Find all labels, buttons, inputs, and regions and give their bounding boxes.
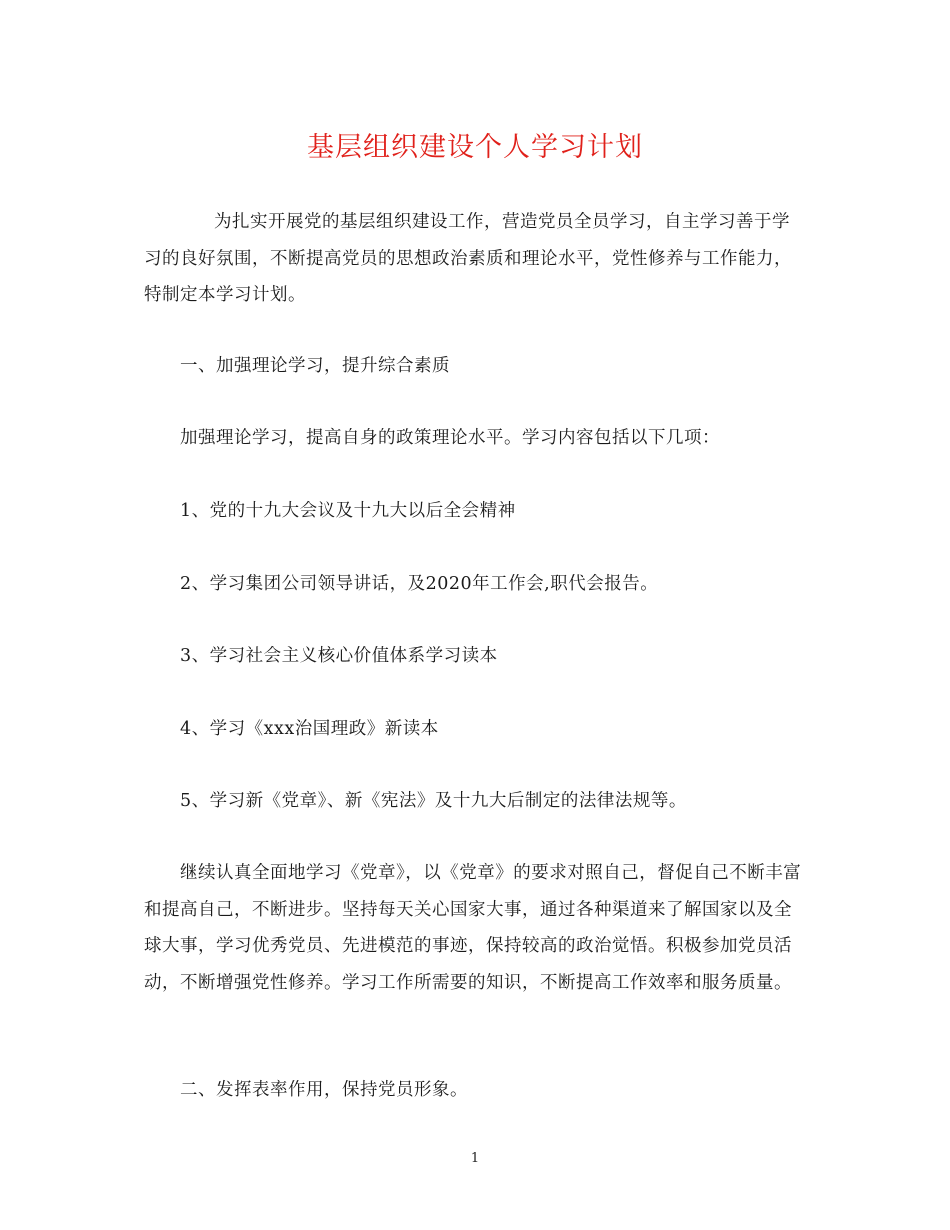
list-item: 4、学习《xxx治国理政》新读本 [180,719,439,739]
page-number: 1 [470,1151,480,1166]
list-item: 5、学习新《党章》、新《宪法》及十九大后制定的法律法规等。 [180,791,687,811]
section-1-heading: 一、加强理论学习，提升综合素质 [180,356,450,376]
list-item: 2、学习集团公司领导讲话，及2020年工作会,职代会报告。 [180,574,659,594]
list-item: 3、学习社会主义核心价值体系学习读本 [180,646,498,666]
document-title: 基层组织建设个人学习计划 [307,132,643,163]
section-1-lead: 加强理论学习，提高自身的政策理论水平。学习内容包括以下几项： [180,428,720,448]
section-2-heading: 二、发挥表率作用，保持党员形象。 [180,1080,468,1100]
intro-paragraph: 为扎实开展党的基层组织建设工作，营造党员全员学习，自主学习善于学习的良好氛围，不断提高党员的思想政治素质和理论水平，党性修养与工作能力，特制定本学习计划。 [144,212,792,305]
section-1-body-paragraph: 继续认真全面地学习《党章》，以《党章》的要求对照自己，督促自己不断丰富和提高自己，不断进步。坚持每天关心国家大事，通过各种渠道来了解国家以及全球大事，学习优秀党员、先进模范的事迹，保持较高的政治觉悟。积极参加党员活动，不断增强党性修养。学习工作所需要的知识，不断提高工作效率和服务质量。 [144,863,802,993]
list-item: 1、党的十九大会议及十九大以后全会精神 [180,501,516,521]
